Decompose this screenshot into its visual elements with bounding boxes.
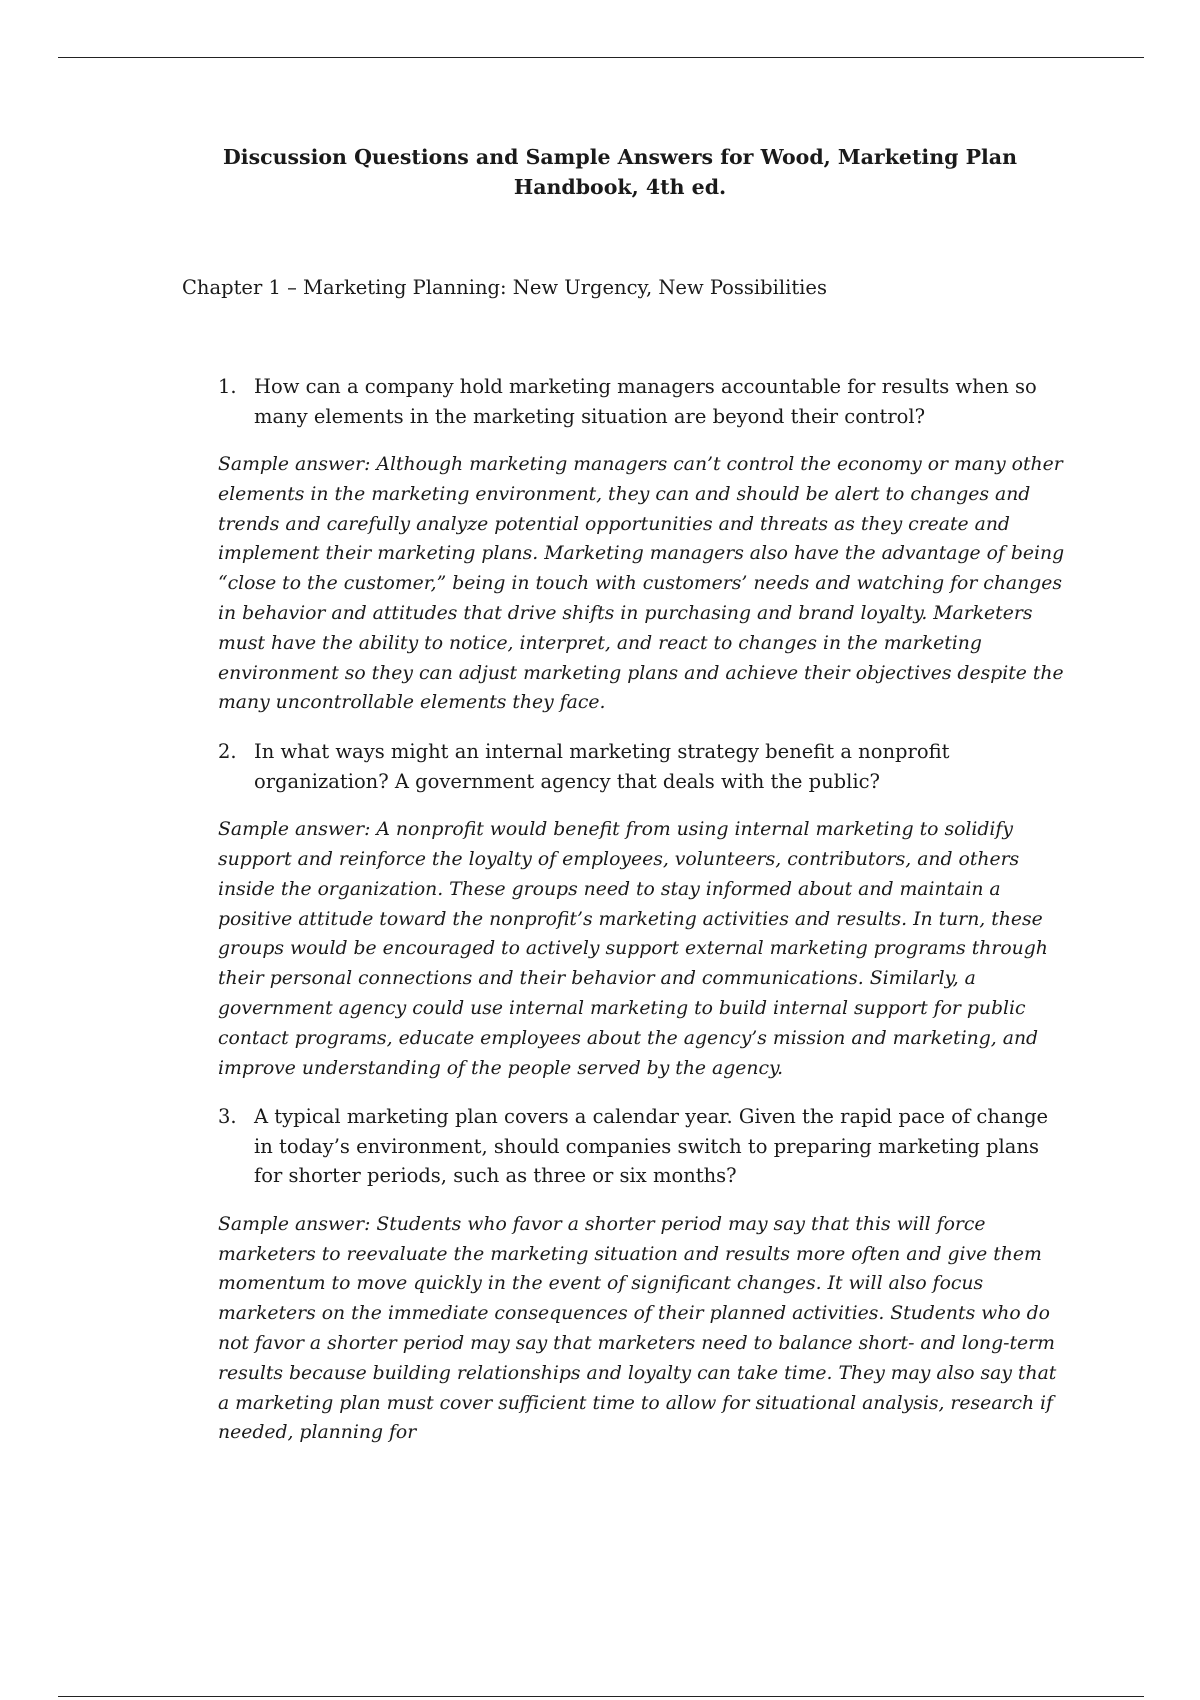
qa-item-1 bbox=[218, 372, 1068, 718]
sample-answer-2: Sample answer: A nonprofit would benefit from using internal marketing to solidify support and reinforce the loyalty of employees, volunteers, contributors, and others inside the organization. These groups need to stay informed about and maintain a positive attitude toward the nonprofit’s marketing activities and results. In turn, these groups would be encouraged to actively support external marketing programs through their personal connections and their behavior and communications. Similarly, a government agency could use internal marketing to build internal support for public contact programs, educate employees about the agency’s mission and marketing, and improve understanding of the people served by the agency. bbox=[218, 819, 1048, 1079]
question-number: 1. bbox=[218, 375, 237, 398]
question-text: In what ways might an internal marketing strategy benefit a nonprofit organization? A government agency that deals with the public? bbox=[254, 740, 950, 793]
question-text: A typical marketing plan covers a calendar year. Given the rapid pace of change in today’s environment, should companies switch to preparing marketing plans for shorter periods, such as three or six months? bbox=[254, 1105, 1049, 1188]
question-3 bbox=[218, 1102, 1068, 1191]
question-2 bbox=[218, 737, 1068, 796]
qa-item-3 bbox=[218, 1102, 1068, 1448]
sample-answer-1: Sample answer: Although marketing managers can’t control the economy or many other elements in the marketing environment, they can and should be alert to changes and trends and carefully analyze potential opportunities and threats as they create and implement their marketing plans. Marketing managers also have the advantage of being “close to the customer,” being in touch with customers’ needs and watching for changes in behavior and attitudes that drive shifts in purchasing and brand loyalty. Marketers must have the ability to notice, interpret, and react to changes in the marketing environment so they can adjust marketing plans and achieve their objectives despite the many uncontrollable elements they face. bbox=[218, 454, 1065, 714]
document-title: Discussion Questions and Sample Answers for Wood, Marketing Plan Handbook, 4th ed. bbox=[223, 145, 1017, 199]
question-list bbox=[218, 372, 1068, 1467]
question-1 bbox=[218, 372, 1068, 431]
qa-item-2 bbox=[218, 737, 1068, 1083]
question-number: 2. bbox=[218, 740, 237, 764]
question-number: 3. bbox=[218, 1105, 237, 1129]
question-text: How can a company hold marketing managers accountable for results when so many elements in the marketing situation are beyond their control? bbox=[254, 375, 1037, 428]
top-rule bbox=[58, 57, 1144, 58]
chapter-heading: Chapter 1 – Marketing Planning: New Urgency, New Possibilities bbox=[182, 276, 827, 299]
sample-answer-3: Sample answer: Students who favor a shorter period may say that this will force marketers to reevaluate the marketing situation and results more often and give them momentum to move quickly in the event of significant changes. It will also focus marketers on the immediate consequences of their planned activities. Students who do not favor a shorter period may say that marketers need to balance short- and long-term results because building relationships and loyalty can take time. They may also say that a marketing plan must cover sufficient time to allow for situational analysis, research if needed, planning for bbox=[218, 1213, 1057, 1444]
bottom-rule bbox=[58, 1696, 1144, 1697]
